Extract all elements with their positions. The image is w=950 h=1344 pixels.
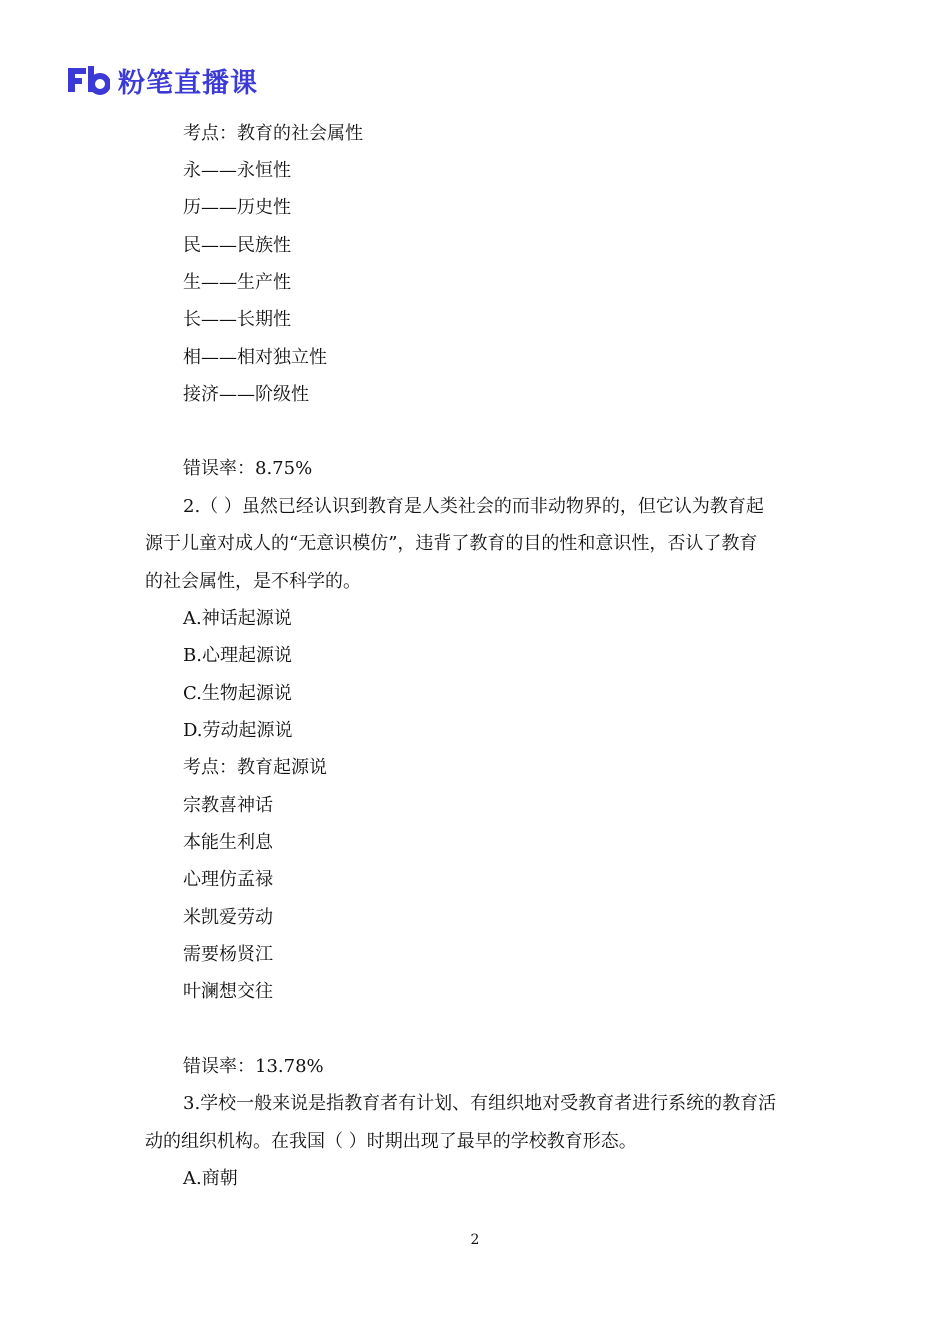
list-item: 需要杨贤江: [183, 944, 273, 965]
list-item: 宗教喜神话: [183, 795, 273, 816]
kaodian-title: 考点：教育起源说: [183, 757, 327, 778]
list-item: 生——生产性: [183, 272, 291, 293]
brand-name: 粉笔直播课: [118, 67, 258, 99]
option-a: A.神话起源说: [183, 608, 292, 629]
kaodian-title: 考点：教育的社会属性: [183, 123, 363, 144]
list-item: 永——永恒性: [183, 160, 291, 181]
list-item: 米凯爱劳动: [183, 907, 273, 928]
error-rate: 错误率：8.75%: [183, 458, 313, 479]
list-item: 长——长期性: [183, 309, 291, 330]
option-b: B.心理起源说: [183, 645, 292, 666]
question-stem-line: 源于儿童对成人的“无意识模仿”，违背了教育的目的性和意识性，否认了教育: [145, 533, 758, 554]
list-item: 历——历史性: [183, 197, 291, 218]
list-item: 相——相对独立性: [183, 347, 327, 368]
question-stem-line: 2.（ ）虽然已经认识到教育是人类社会的而非动物界的，但它认为教育起: [183, 496, 764, 517]
question-stem-line: 的社会属性，是不科学的。: [145, 571, 361, 592]
question-stem-line: 3.学校一般来说是指教育者有计划、有组织地对受教育者进行系统的教育活: [183, 1093, 777, 1114]
option-d: D.劳动起源说: [183, 720, 293, 741]
list-item: 心理仿孟禄: [183, 869, 273, 890]
question-stem-line: 动的组织机构。在我国（ ）时期出现了最早的学校教育形态。: [145, 1131, 637, 1152]
error-rate: 错误率：13.78%: [183, 1056, 324, 1077]
page-number: 2: [470, 1232, 480, 1248]
option-a: A.商朝: [183, 1168, 238, 1189]
option-c: C.生物起源说: [183, 683, 292, 704]
list-item: 叶澜想交往: [183, 981, 273, 1002]
list-item: 民——民族性: [183, 235, 291, 256]
brand-logo: [66, 62, 258, 98]
list-item: 本能生利息: [183, 832, 273, 853]
fb-logo-icon: [66, 64, 110, 96]
list-item: 接济——阶级性: [183, 384, 309, 405]
